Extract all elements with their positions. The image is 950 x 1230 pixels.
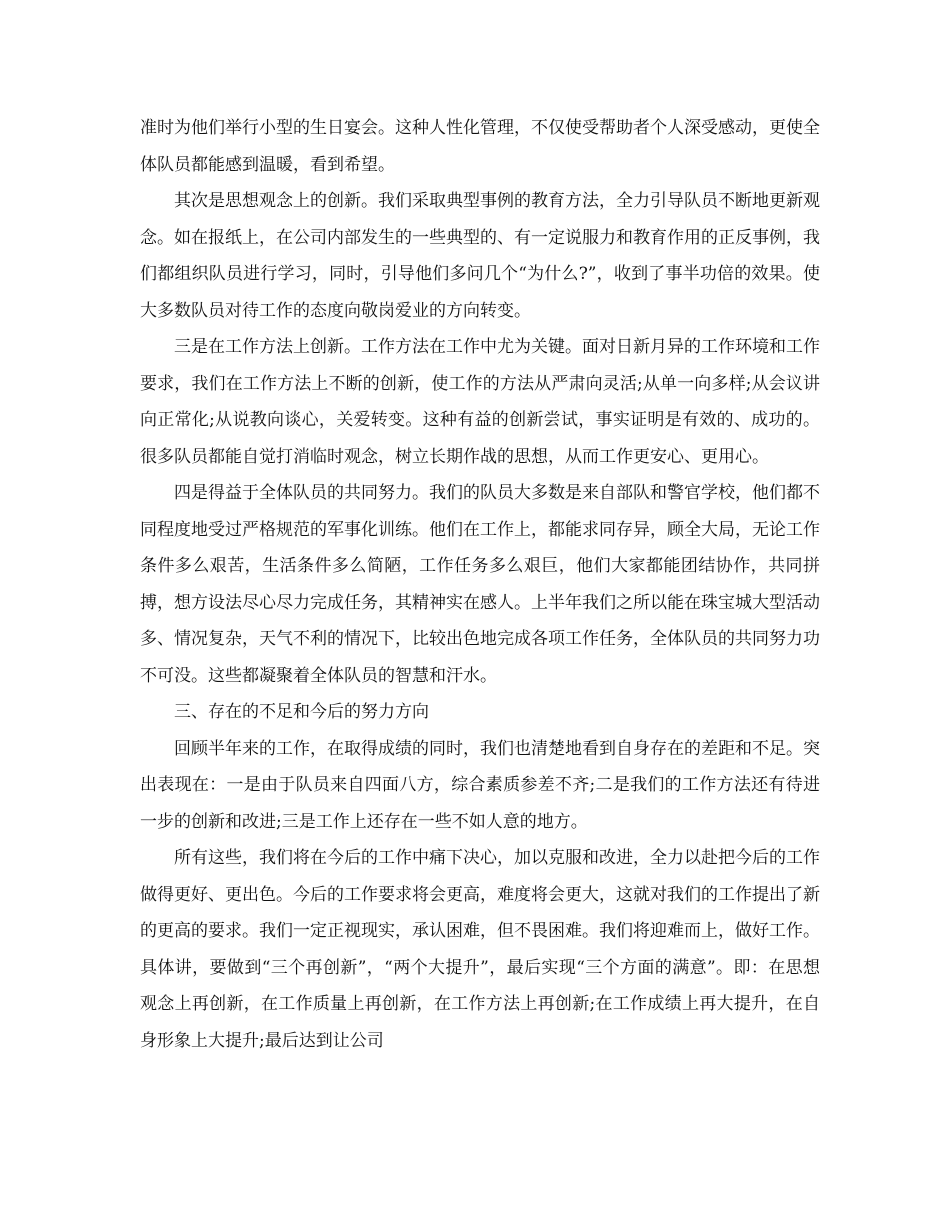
paragraph-review-shortcomings: 回顾半年来的工作，在取得成绩的同时，我们也清楚地看到自身存在的差距和不足。突出表现在：一是由于队员来自四面八方，综合素质参差不齐;二是我们的工作方法还有待进一步的创新和改进;三是工作上还存在一些不如人意的地方。	[140, 738, 820, 832]
paragraph-thinking-innovation: 其次是思想观念上的创新。我们采取典型事例的教育方法，全力引导队员不断地更新观念。如在报纸上，在公司内部发生的一些典型的、有一定说服力和教育作用的正反事例，我们都组织队员进行学习，同时，引导他们多问几个“为什么?”，收到了事半功倍的效果。使大多数队员对待工作的态度向敬岗爱业的方向转变。	[140, 191, 820, 321]
section-heading-shortcomings: 三、存在的不足和今后的努力方向	[174, 702, 429, 722]
paragraph-future-goals: 所有这些，我们将在今后的工作中痛下决心，加以克服和改进，全力以赴把今后的工作做得更好、更出色。今后的工作要求将会更高，难度将会更大，这就对我们的工作提出了新的更高的要求。我们一定正视现实，承认困难，但不畏困难。我们将迎难而上，做好工作。具体讲，要做到“三个再创新”，“两个大提升”，最后实现“三个方面的满意”。即：在思想观念上再创新，在工作质量上再创新，在工作方法上再创新;在工作成绩上再大提升，在自身形象上大提升;最后达到让公司	[140, 848, 820, 1051]
paragraph-birthday-care: 准时为他们举行小型的生日宴会。这种人性化管理，不仅使受帮助者个人深受感动，更使全体队员都能感到温暖，看到希望。	[140, 118, 820, 175]
document-body	[140, 110, 820, 1059]
paragraph-method-innovation: 三是在工作方法上创新。工作方法在工作中尤为关键。面对日新月异的工作环境和工作要求，我们在工作方法上不断的创新，使工作的方法从严肃向灵活;从单一向多样;从会议讲向正常化;从说教向谈心，关爱转变。这种有益的创新尝试，事实证明是有效的、成功的。很多队员都能自觉打消临时观念，树立长期作战的思想，从而工作更安心、更用心。	[140, 337, 820, 467]
paragraph-team-effort: 四是得益于全体队员的共同努力。我们的队员大多数是来自部队和警官学校，他们都不同程度地受过严格规范的军事化训练。他们在工作上，都能求同存异，顾全大局，无论工作条件多么艰苦，生活条件多么简陋，工作任务多么艰巨，他们大家都能团结协作，共同拼搏，想方设法尽心尽力完成任务，其精神实在感人。上半年我们之所以能在珠宝城大型活动多、情况复杂，天气不利的情况下，比较出色地完成各项工作任务，全体队员的共同努力功不可没。这些都凝聚着全体队员的智慧和汗水。	[140, 483, 820, 686]
